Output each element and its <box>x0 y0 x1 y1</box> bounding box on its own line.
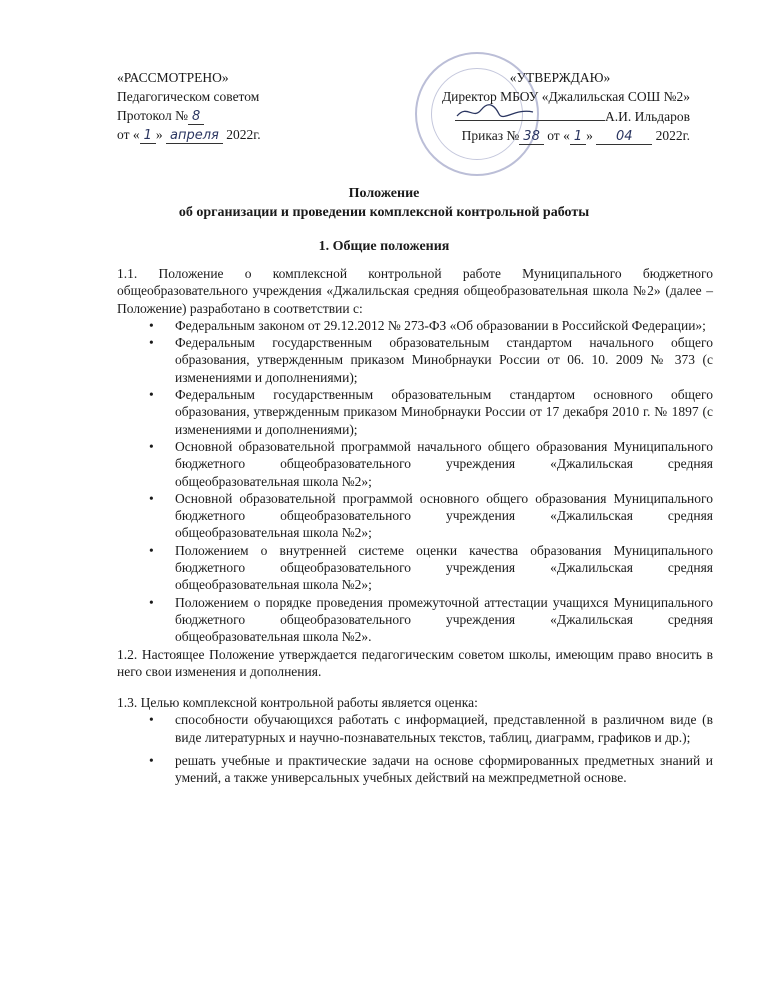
order-number: 38 <box>519 129 544 145</box>
list-item: • способности обучающихся работать с информацией, представленной в различном виде (в виде литературных и научно-познавательных текстов, таблиц, диаграмм, графиков и др.); <box>117 711 713 746</box>
spacer <box>117 680 713 694</box>
order-from: от « <box>547 128 570 143</box>
protocol-line <box>117 106 261 125</box>
approved-heading: «УТВЕРЖДАЮ» <box>509 70 611 85</box>
document-body <box>117 265 713 787</box>
council-line: Педагогическом советом <box>117 89 260 104</box>
order-quote: » <box>586 128 593 143</box>
date-prefix: от « <box>117 127 140 142</box>
paragraph-1-3: 1.3. Целью комплексной контрольной работы является оценка: <box>117 695 478 711</box>
protocol-number: 8 <box>188 109 204 125</box>
list-item: • решать учебные и практические задачи на основе сформированных предметных знаний и умений, а также универсальных учебных действий на межпредметной основе. <box>117 752 713 787</box>
document-subtitle: об организации и проведении комплексной контрольной работы <box>178 205 590 220</box>
signature-blank <box>455 106 605 121</box>
approval-block-considered <box>117 68 261 144</box>
director-signature-line <box>390 106 690 126</box>
date-quote: » <box>155 127 163 142</box>
protocol-label: Протокол № <box>117 108 188 123</box>
order-month: 04 <box>596 129 652 145</box>
list-item: • Основной образовательной программой начального общего образования Муниципального бюджетного общеобразовательного учреждения «Джалильская средняя общеобразовательная школа №2»; <box>117 438 713 490</box>
paragraph-1-2: 1.2. Настоящее Положение утверждается педагогическим советом школы, имеющим право вносить в него свои изменения и дополнения. <box>117 646 713 679</box>
protocol-day: 1 <box>140 128 156 144</box>
paragraph-1-1: 1.1. Положение о комплексной контрольной работе Муниципального бюджетного общеобразовательного учреждения «Джалильская средняя общеобразовательная школа №2» (далее – Положение) разработано в соответствии с: <box>117 266 713 316</box>
list-item: • Положением о внутренней системе оценки качества образования Муниципального бюджетного общеобразовательного учреждения «Джалильская средняя общеобразовательная школа №2»; <box>117 542 713 594</box>
list-item: • Федеральным государственным образовательным стандартом начального общего образования, утвержденным приказом Минобрнауки России от 06. 10. 2009 № 373 (с изменениями и дополнениями); <box>117 334 713 386</box>
list-item: • Федеральным государственным образовательным стандартом основного общего образования, утвержденным приказом Минобрнауки России от 17 декабря 2010 г. № 1897 (с изменениями и дополнениями); <box>117 386 713 438</box>
order-day: 1 <box>570 129 586 145</box>
considered-heading: «РАССМОТРЕНО» <box>117 70 229 85</box>
director-name: А.И. Ильдаров <box>604 109 690 124</box>
order-line <box>390 126 690 145</box>
goals-list <box>117 711 713 786</box>
approval-block-approved <box>390 68 690 145</box>
protocol-year: 2022г. <box>226 127 261 142</box>
order-year: 2022г. <box>655 128 690 143</box>
list-item: • Положением о порядке проведения промежуточной аттестации учащихся Муниципального бюджетного общеобразовательного учреждения «Джалильская средняя общеобразовательная школа №2». <box>117 594 713 646</box>
legal-basis-list <box>117 317 713 646</box>
list-item: • Основной образовательной программой основного общего образования Муниципального бюджетного общеобразовательного учреждения «Джалильская средняя общеобразовательная школа №2»; <box>117 490 713 542</box>
order-label: Приказ № <box>461 128 520 143</box>
protocol-month: апреля <box>166 128 223 144</box>
protocol-date-line <box>117 125 261 144</box>
document-title: Положение <box>348 186 420 201</box>
director-position: Директор МБОУ «Джалильская СОШ №2» <box>441 89 690 104</box>
list-item: • Федеральным законом от 29.12.2012 № 273-ФЗ «Об образовании в Российской Федерации»; <box>117 317 713 334</box>
section-heading: 1. Общие положения <box>318 239 450 254</box>
